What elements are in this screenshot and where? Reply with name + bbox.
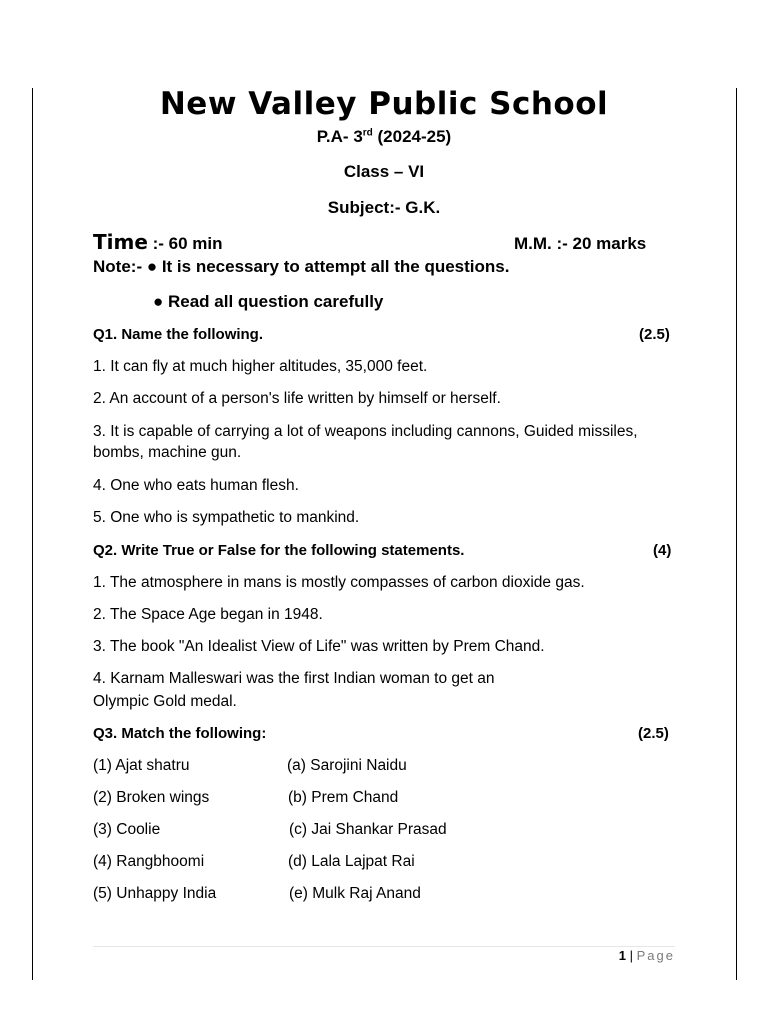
footer-divider [93, 946, 675, 947]
class-label: Class – VI [343, 162, 425, 181]
q1-item: 3. It is capable of carrying a lot of weapons including cannons, Guided missiles, [93, 423, 638, 440]
right-border [736, 88, 737, 980]
time-value: :- 60 min [147, 234, 223, 253]
max-marks: M.M. :- 20 marks [514, 234, 647, 253]
match-left-item: (3) Coolie [93, 821, 161, 838]
time-row [93, 230, 223, 254]
q3-marks: (2.5) [638, 725, 669, 742]
match-right-item: (e) Mulk Raj Anand [289, 885, 421, 902]
q1-item: 1. It can fly at much higher altitudes, 35,000 feet. [93, 358, 428, 375]
exam-sup: rd [362, 127, 373, 139]
q1-item: 4. One who eats human flesh. [93, 477, 299, 494]
q1-item: 5. One who is sympathetic to mankind. [93, 509, 360, 526]
match-left-item: (1) Ajat shatru [93, 757, 190, 774]
left-border [32, 88, 33, 980]
match-right-item: (c) Jai Shankar Prasad [289, 821, 447, 838]
match-left-item: (2) Broken wings [93, 789, 210, 806]
note-line-1: Note:- ● It is necessary to attempt all the questions. [93, 257, 510, 276]
q1-marks: (2.5) [639, 326, 670, 343]
q2-item: 1. The atmosphere in mans is mostly compasses of carbon dioxide gas. [93, 574, 585, 591]
q2-heading: Q2. Write True or False for the following statements. [93, 542, 465, 559]
q1-heading: Q1. Name the following. [93, 326, 264, 343]
exam-title [0, 127, 768, 147]
q2-item: 4. Karnam Malleswari was the first Indian woman to get an [93, 670, 495, 687]
exam-suffix: (2024-25) [372, 127, 452, 146]
match-left-item: (4) Rangbhoomi [93, 853, 205, 870]
match-right-item: (b) Prem Chand [288, 789, 399, 806]
q2-item-continued: Olympic Gold medal. [93, 693, 237, 710]
match-left-item: (5) Unhappy India [93, 885, 217, 902]
q2-item: 2. The Space Age began in 1948. [93, 606, 323, 623]
time-label: Time [93, 230, 148, 254]
page-word: Page [636, 948, 675, 963]
q2-marks: (4) [653, 542, 672, 559]
subject-label: Subject:- G.K. [327, 198, 441, 217]
match-right-item: (a) Sarojini Naidu [287, 757, 407, 774]
page-separator: | [626, 948, 637, 963]
school-title: New Valley Public School [159, 86, 609, 122]
page-number: 1 [618, 948, 627, 963]
q1-item: 2. An account of a person's life written by himself or herself. [93, 390, 501, 407]
q2-item: 3. The book "An Idealist View of Life" was written by Prem Chand. [93, 638, 545, 655]
match-right-item: (d) Lala Lajpat Rai [288, 853, 415, 870]
q1-item-continued: bombs, machine gun. [93, 444, 242, 461]
exam-prefix: P.A- 3 [316, 127, 363, 146]
page-footer [560, 948, 675, 963]
note-line-2: ● Read all question carefully [153, 292, 384, 311]
q3-heading: Q3. Match the following: [93, 725, 267, 742]
